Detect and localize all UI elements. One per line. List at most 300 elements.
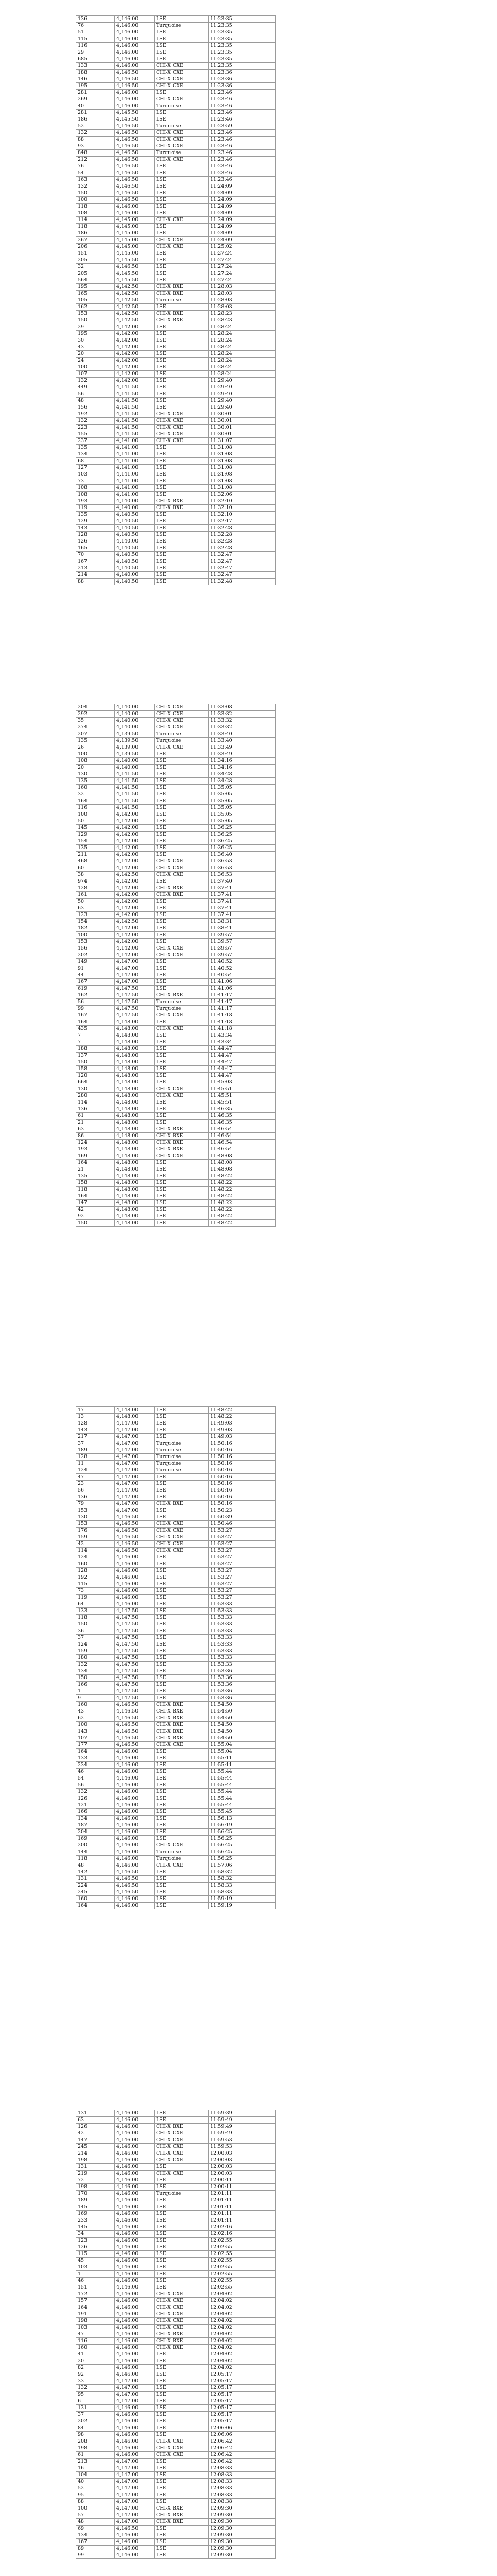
venue-cell: CHI-X CXE — [155, 2171, 209, 2177]
time-cell: 12:02:55 — [209, 2271, 276, 2278]
venue-cell: LSE — [155, 2251, 209, 2258]
table-row — [76, 197, 276, 204]
venue-cell: CHI-X CXE — [155, 1541, 209, 1548]
table-row — [76, 1521, 276, 1528]
volume-cell: 123 — [76, 912, 115, 919]
table-row — [76, 1213, 276, 1220]
price-cell: 4,146.00 — [115, 2546, 155, 2552]
time-cell: 11:23:46 — [209, 157, 276, 163]
table-row — [76, 2539, 276, 2546]
price-cell: 4,147.00 — [115, 1447, 155, 1454]
venue-cell: LSE — [155, 2371, 209, 2378]
table-row — [76, 1588, 276, 1595]
volume-cell: 281 — [76, 110, 115, 116]
table-row — [76, 2418, 276, 2425]
volume-cell: 195 — [76, 83, 115, 90]
venue-cell: CHI-X CXE — [155, 2318, 209, 2325]
volume-cell: 84 — [76, 2425, 115, 2432]
volume-cell: 17 — [76, 1407, 115, 1414]
price-cell: 4,139.50 — [115, 738, 155, 744]
volume-cell: 121 — [76, 1802, 115, 1809]
venue-cell: LSE — [155, 445, 209, 451]
table-row — [76, 36, 276, 43]
table-row — [76, 505, 276, 512]
price-cell: 4,147.00 — [115, 1461, 155, 1467]
price-cell: 4,146.50 — [115, 1869, 155, 1876]
venue-cell: CHI-X BXE — [155, 992, 209, 999]
table-row — [76, 230, 276, 237]
volume-cell: 131 — [76, 2110, 115, 2117]
venue-cell: LSE — [155, 1193, 209, 1200]
price-cell: 4,145.00 — [115, 237, 155, 244]
time-cell: 11:32:28 — [209, 525, 276, 532]
price-cell: 4,148.00 — [115, 1113, 155, 1120]
venue-cell: LSE — [155, 1574, 209, 1581]
document-page-1 — [0, 15, 497, 585]
volume-cell: 147 — [76, 1200, 115, 1207]
time-cell: 11:48:22 — [209, 1220, 276, 1227]
volume-cell: 237 — [76, 438, 115, 445]
price-cell: 4,148.00 — [115, 1120, 155, 1126]
volume-cell: 129 — [76, 518, 115, 525]
table-row — [76, 2318, 276, 2325]
venue-cell: LSE — [155, 565, 209, 572]
volume-cell: 115 — [76, 1581, 115, 1588]
price-cell: 4,141.00 — [115, 478, 155, 485]
volume-cell: 135 — [76, 512, 115, 518]
venue-cell: LSE — [155, 2284, 209, 2291]
price-cell: 4,146.00 — [115, 1822, 155, 1829]
volume-cell: 188 — [76, 70, 115, 76]
time-cell: 11:38:31 — [209, 919, 276, 925]
price-cell: 4,140.50 — [115, 565, 155, 572]
price-cell: 4,146.50 — [115, 177, 155, 183]
volume-cell: 21 — [76, 1166, 115, 1173]
time-cell: 11:31:08 — [209, 458, 276, 465]
time-cell: 12:06:06 — [209, 2425, 276, 2432]
time-cell: 12:04:02 — [209, 2331, 276, 2338]
venue-cell: LSE — [155, 1836, 209, 1842]
venue-cell: LSE — [155, 1588, 209, 1595]
price-cell: 4,146.00 — [115, 2418, 155, 2425]
price-cell: 4,146.00 — [115, 2110, 155, 2117]
table-row — [76, 905, 276, 912]
volume-cell: 149 — [76, 959, 115, 965]
price-cell: 4,147.50 — [115, 1621, 155, 1628]
price-cell: 4,147.50 — [115, 1675, 155, 1682]
price-cell: 4,142.00 — [115, 932, 155, 939]
venue-cell: CHI-X CXE — [155, 137, 209, 143]
venue-cell: Turquoise — [155, 297, 209, 304]
volume-cell: 46 — [76, 1769, 115, 1775]
venue-cell: LSE — [155, 1200, 209, 1207]
volume-cell: 685 — [76, 56, 115, 63]
venue-cell: LSE — [155, 197, 209, 204]
table-row — [76, 711, 276, 718]
price-cell: 4,148.00 — [115, 1026, 155, 1032]
venue-cell: CHI-X CXE — [155, 130, 209, 137]
price-cell: 4,147.50 — [115, 1648, 155, 1655]
price-cell: 4,140.00 — [115, 724, 155, 731]
time-cell: 11:40:54 — [209, 972, 276, 979]
table-row — [76, 438, 276, 445]
table-row — [76, 2432, 276, 2438]
table-row — [76, 2385, 276, 2392]
price-cell: 4,146.00 — [115, 1903, 155, 1909]
time-cell: 11:53:33 — [209, 1648, 276, 1655]
venue-cell: LSE — [155, 2110, 209, 2117]
price-cell: 4,145.00 — [115, 224, 155, 230]
venue-cell: LSE — [155, 1073, 209, 1079]
table-row — [76, 2499, 276, 2505]
time-cell: 11:23:46 — [209, 96, 276, 103]
venue-cell: CHI-X BXE — [155, 1735, 209, 1742]
time-cell: 11:40:52 — [209, 965, 276, 972]
venue-cell: Turquoise — [155, 999, 209, 1006]
table-row — [76, 2311, 276, 2318]
time-cell: 11:23:35 — [209, 23, 276, 29]
volume-cell: 20 — [76, 2358, 115, 2365]
venue-cell: LSE — [155, 1749, 209, 1755]
venue-cell: CHI-X BXE — [155, 2505, 209, 2512]
volume-cell: 164 — [76, 798, 115, 805]
volume-cell: 164 — [76, 1903, 115, 1909]
venue-cell: LSE — [155, 1883, 209, 1889]
table-row — [76, 1046, 276, 1053]
time-cell: 12:04:02 — [209, 2304, 276, 2311]
volume-cell: 435 — [76, 1026, 115, 1032]
price-cell: 4,139.50 — [115, 751, 155, 758]
price-cell: 4,146.00 — [115, 2318, 155, 2325]
price-cell: 4,147.00 — [115, 1474, 155, 1481]
table-row — [76, 150, 276, 157]
volume-cell: 95 — [76, 2492, 115, 2499]
venue-cell: LSE — [155, 270, 209, 277]
table-row — [76, 1769, 276, 1775]
time-cell: 11:28:24 — [209, 358, 276, 364]
volume-cell: 24 — [76, 358, 115, 364]
price-cell: 4,147.00 — [115, 2479, 155, 2485]
volume-cell: 193 — [76, 1146, 115, 1153]
venue-cell: LSE — [155, 1595, 209, 1601]
venue-cell: LSE — [155, 1568, 209, 1574]
volume-cell: 23 — [76, 1481, 115, 1487]
venue-cell: LSE — [155, 1053, 209, 1059]
table-row — [76, 1079, 276, 1086]
price-cell: 4,146.00 — [115, 1809, 155, 1816]
volume-cell: 70 — [76, 552, 115, 558]
venue-cell: CHI-X CXE — [155, 2452, 209, 2459]
time-cell: 11:53:33 — [209, 1608, 276, 1615]
venue-cell: LSE — [155, 16, 209, 23]
price-cell: 4,148.00 — [115, 1146, 155, 1153]
table-row — [76, 264, 276, 270]
time-cell: 11:53:27 — [209, 1528, 276, 1534]
time-cell: 12:01:11 — [209, 2191, 276, 2197]
volume-cell: 156 — [76, 945, 115, 952]
table-row — [76, 143, 276, 150]
price-cell: 4,146.00 — [115, 1896, 155, 1903]
table-row — [76, 1207, 276, 1213]
time-cell: 11:32:28 — [209, 545, 276, 552]
time-cell: 11:23:46 — [209, 130, 276, 137]
volume-cell: 188 — [76, 1046, 115, 1053]
table-row — [76, 1099, 276, 1106]
venue-cell: CHI-X CXE — [155, 858, 209, 865]
table-row — [76, 1434, 276, 1440]
time-cell: 12:04:02 — [209, 2338, 276, 2345]
table-row — [76, 785, 276, 791]
volume-cell: 182 — [76, 925, 115, 932]
time-cell: 11:35:05 — [209, 798, 276, 805]
volume-cell: 114 — [76, 1548, 115, 1554]
table-row — [76, 331, 276, 337]
venue-cell: CHI-X BXE — [155, 1140, 209, 1146]
volume-cell: 449 — [76, 384, 115, 391]
venue-cell: LSE — [155, 277, 209, 284]
venue-cell: Turquoise — [155, 738, 209, 744]
table-row — [76, 1548, 276, 1554]
time-cell: 11:53:33 — [209, 1662, 276, 1668]
time-cell: 11:53:36 — [209, 1668, 276, 1675]
volume-cell: 191 — [76, 2311, 115, 2318]
time-cell: 11:39:57 — [209, 932, 276, 939]
volume-cell: 34 — [76, 2231, 115, 2238]
price-cell: 4,146.00 — [115, 2264, 155, 2271]
table-row — [76, 391, 276, 398]
table-row — [76, 1019, 276, 1026]
venue-cell: LSE — [155, 1648, 209, 1655]
price-cell: 4,142.00 — [115, 811, 155, 818]
volume-cell: 160 — [76, 1702, 115, 1708]
volume-cell: 154 — [76, 919, 115, 925]
table-row — [76, 885, 276, 892]
volume-cell: 105 — [76, 297, 115, 304]
price-cell: 4,141.00 — [115, 458, 155, 465]
price-cell: 4,146.00 — [115, 2438, 155, 2445]
venue-cell: LSE — [155, 2465, 209, 2472]
price-cell: 4,147.00 — [115, 979, 155, 986]
venue-cell: CHI-X CXE — [155, 1521, 209, 1528]
venue-cell: LSE — [155, 1869, 209, 1876]
time-cell: 11:56:13 — [209, 1816, 276, 1822]
price-cell: 4,145.50 — [115, 257, 155, 264]
volume-cell: 200 — [76, 1842, 115, 1849]
price-cell: 4,146.00 — [115, 2345, 155, 2351]
price-cell: 4,146.00 — [115, 2425, 155, 2432]
time-cell: 12:04:02 — [209, 2318, 276, 2325]
table-row — [76, 2345, 276, 2351]
venue-cell: LSE — [155, 1173, 209, 1180]
time-cell: 11:28:24 — [209, 337, 276, 344]
volume-cell: 177 — [76, 1742, 115, 1749]
volume-cell: 100 — [76, 751, 115, 758]
venue-cell: LSE — [155, 1481, 209, 1487]
volume-cell: 180 — [76, 1655, 115, 1662]
volume-cell: 134 — [76, 451, 115, 458]
time-cell: 11:48:22 — [209, 1193, 276, 1200]
table-row — [76, 1086, 276, 1093]
volume-cell: 161 — [76, 892, 115, 899]
price-cell: 4,146.00 — [115, 2371, 155, 2378]
venue-cell: LSE — [155, 230, 209, 237]
price-cell: 4,145.00 — [115, 250, 155, 257]
time-cell: 11:48:22 — [209, 1200, 276, 1207]
volume-cell: 100 — [76, 197, 115, 204]
venue-cell: CHI-X CXE — [155, 724, 209, 731]
price-cell: 4,142.00 — [115, 331, 155, 337]
volume-cell: 82 — [76, 2365, 115, 2371]
volume-cell: 108 — [76, 210, 115, 217]
volume-cell: 219 — [76, 2171, 115, 2177]
venue-cell: CHI-X CXE — [155, 76, 209, 83]
volume-cell: 20 — [76, 765, 115, 771]
venue-cell: CHI-X CXE — [155, 945, 209, 952]
price-cell: 4,146.50 — [115, 1541, 155, 1548]
price-cell: 4,146.00 — [115, 2244, 155, 2251]
venue-cell: LSE — [155, 2552, 209, 2559]
time-cell: 11:45:51 — [209, 1086, 276, 1093]
time-cell: 11:41:18 — [209, 1019, 276, 1026]
time-cell: 12:02:16 — [209, 2224, 276, 2231]
price-cell: 4,146.00 — [115, 2144, 155, 2150]
volume-cell: 57 — [76, 2512, 115, 2519]
price-cell: 4,140.00 — [115, 505, 155, 512]
volume-cell: 116 — [76, 805, 115, 811]
volume-cell: 189 — [76, 2197, 115, 2204]
time-cell: 11:49:03 — [209, 1434, 276, 1440]
price-cell: 4,148.00 — [115, 1407, 155, 1414]
volume-cell: 292 — [76, 711, 115, 718]
price-cell: 4,146.50 — [115, 1876, 155, 1883]
time-cell: 11:29:40 — [209, 391, 276, 398]
time-cell: 11:23:35 — [209, 16, 276, 23]
volume-cell: 134 — [76, 2532, 115, 2539]
time-cell: 11:28:24 — [209, 324, 276, 331]
volume-cell: 51 — [76, 29, 115, 36]
volume-cell: 167 — [76, 979, 115, 986]
time-cell: 11:32:47 — [209, 552, 276, 558]
venue-cell: Turquoise — [155, 1454, 209, 1461]
time-cell: 11:37:41 — [209, 899, 276, 905]
venue-cell: CHI-X CXE — [155, 704, 209, 711]
venue-cell: LSE — [155, 56, 209, 63]
venue-cell: LSE — [155, 398, 209, 404]
price-cell: 4,146.00 — [115, 1856, 155, 1862]
venue-cell: LSE — [155, 1561, 209, 1568]
volume-cell: 135 — [76, 738, 115, 744]
price-cell: 4,140.00 — [115, 711, 155, 718]
volume-cell: 202 — [76, 952, 115, 959]
volume-cell: 118 — [76, 204, 115, 210]
volume-cell: 132 — [76, 1662, 115, 1668]
volume-cell: 37 — [76, 1440, 115, 1447]
venue-cell: LSE — [155, 1066, 209, 1073]
price-cell: 4,145.50 — [115, 277, 155, 284]
table-row — [76, 2378, 276, 2385]
price-cell: 4,141.00 — [115, 451, 155, 458]
time-cell: 11:33:32 — [209, 711, 276, 718]
venue-cell: LSE — [155, 986, 209, 992]
venue-cell: LSE — [155, 458, 209, 465]
table-row — [76, 1789, 276, 1795]
time-cell: 11:41:06 — [209, 979, 276, 986]
table-row — [76, 992, 276, 999]
table-row — [76, 878, 276, 885]
price-cell: 4,146.50 — [115, 1728, 155, 1735]
volume-cell: 151 — [76, 250, 115, 257]
time-cell: 11:33:49 — [209, 751, 276, 758]
venue-cell: CHI-X CXE — [155, 2325, 209, 2331]
trade-table-sheet — [76, 2110, 273, 2559]
venue-cell: LSE — [155, 545, 209, 552]
table-row — [76, 291, 276, 297]
table-row — [76, 738, 276, 744]
venue-cell: LSE — [155, 1675, 209, 1682]
volume-cell: 164 — [76, 2304, 115, 2311]
price-cell: 4,148.00 — [115, 1086, 155, 1093]
time-cell: 11:36:25 — [209, 845, 276, 852]
volume-cell: 54 — [76, 1775, 115, 1782]
price-cell: 4,140.50 — [115, 545, 155, 552]
price-cell: 4,147.00 — [115, 1427, 155, 1434]
volume-cell: 11 — [76, 1461, 115, 1467]
volume-cell: 100 — [76, 364, 115, 371]
time-cell: 11:37:41 — [209, 905, 276, 912]
table-row — [76, 2325, 276, 2331]
table-row — [76, 1494, 276, 1501]
volume-cell: 114 — [76, 1099, 115, 1106]
venue-cell: LSE — [155, 1187, 209, 1193]
trade-table-sheet — [76, 15, 273, 585]
table-row — [76, 2291, 276, 2298]
price-cell: 4,145.00 — [115, 217, 155, 224]
volume-cell: 56 — [76, 1487, 115, 1494]
price-cell: 4,146.00 — [115, 1762, 155, 1769]
venue-cell: LSE — [155, 1682, 209, 1688]
price-cell: 4,146.00 — [115, 1601, 155, 1608]
price-cell: 4,142.50 — [115, 311, 155, 317]
price-cell: 4,147.50 — [115, 1608, 155, 1615]
venue-cell: LSE — [155, 579, 209, 585]
price-cell: 4,146.00 — [115, 2298, 155, 2304]
table-row — [76, 2231, 276, 2238]
table-row — [76, 2492, 276, 2499]
venue-cell: LSE — [155, 404, 209, 411]
table-row — [76, 1528, 276, 1534]
time-cell: 12:09:30 — [209, 2519, 276, 2526]
volume-cell: 41 — [76, 2351, 115, 2358]
venue-cell: LSE — [155, 391, 209, 398]
venue-cell: CHI-X CXE — [155, 2304, 209, 2311]
table-row — [76, 1682, 276, 1688]
table-row — [76, 525, 276, 532]
table-row — [76, 1561, 276, 1568]
venue-cell: LSE — [155, 2398, 209, 2405]
volume-cell: 35 — [76, 718, 115, 724]
table-row — [76, 1501, 276, 1507]
table-row — [76, 1153, 276, 1160]
table-row — [76, 277, 276, 284]
table-row — [76, 2157, 276, 2164]
time-cell: 12:04:02 — [209, 2351, 276, 2358]
venue-cell: LSE — [155, 791, 209, 798]
time-cell: 11:28:24 — [209, 371, 276, 378]
time-cell: 12:00:03 — [209, 2157, 276, 2164]
venue-cell: LSE — [155, 1180, 209, 1187]
volume-cell: 56 — [76, 999, 115, 1006]
time-cell: 11:50:23 — [209, 1507, 276, 1514]
